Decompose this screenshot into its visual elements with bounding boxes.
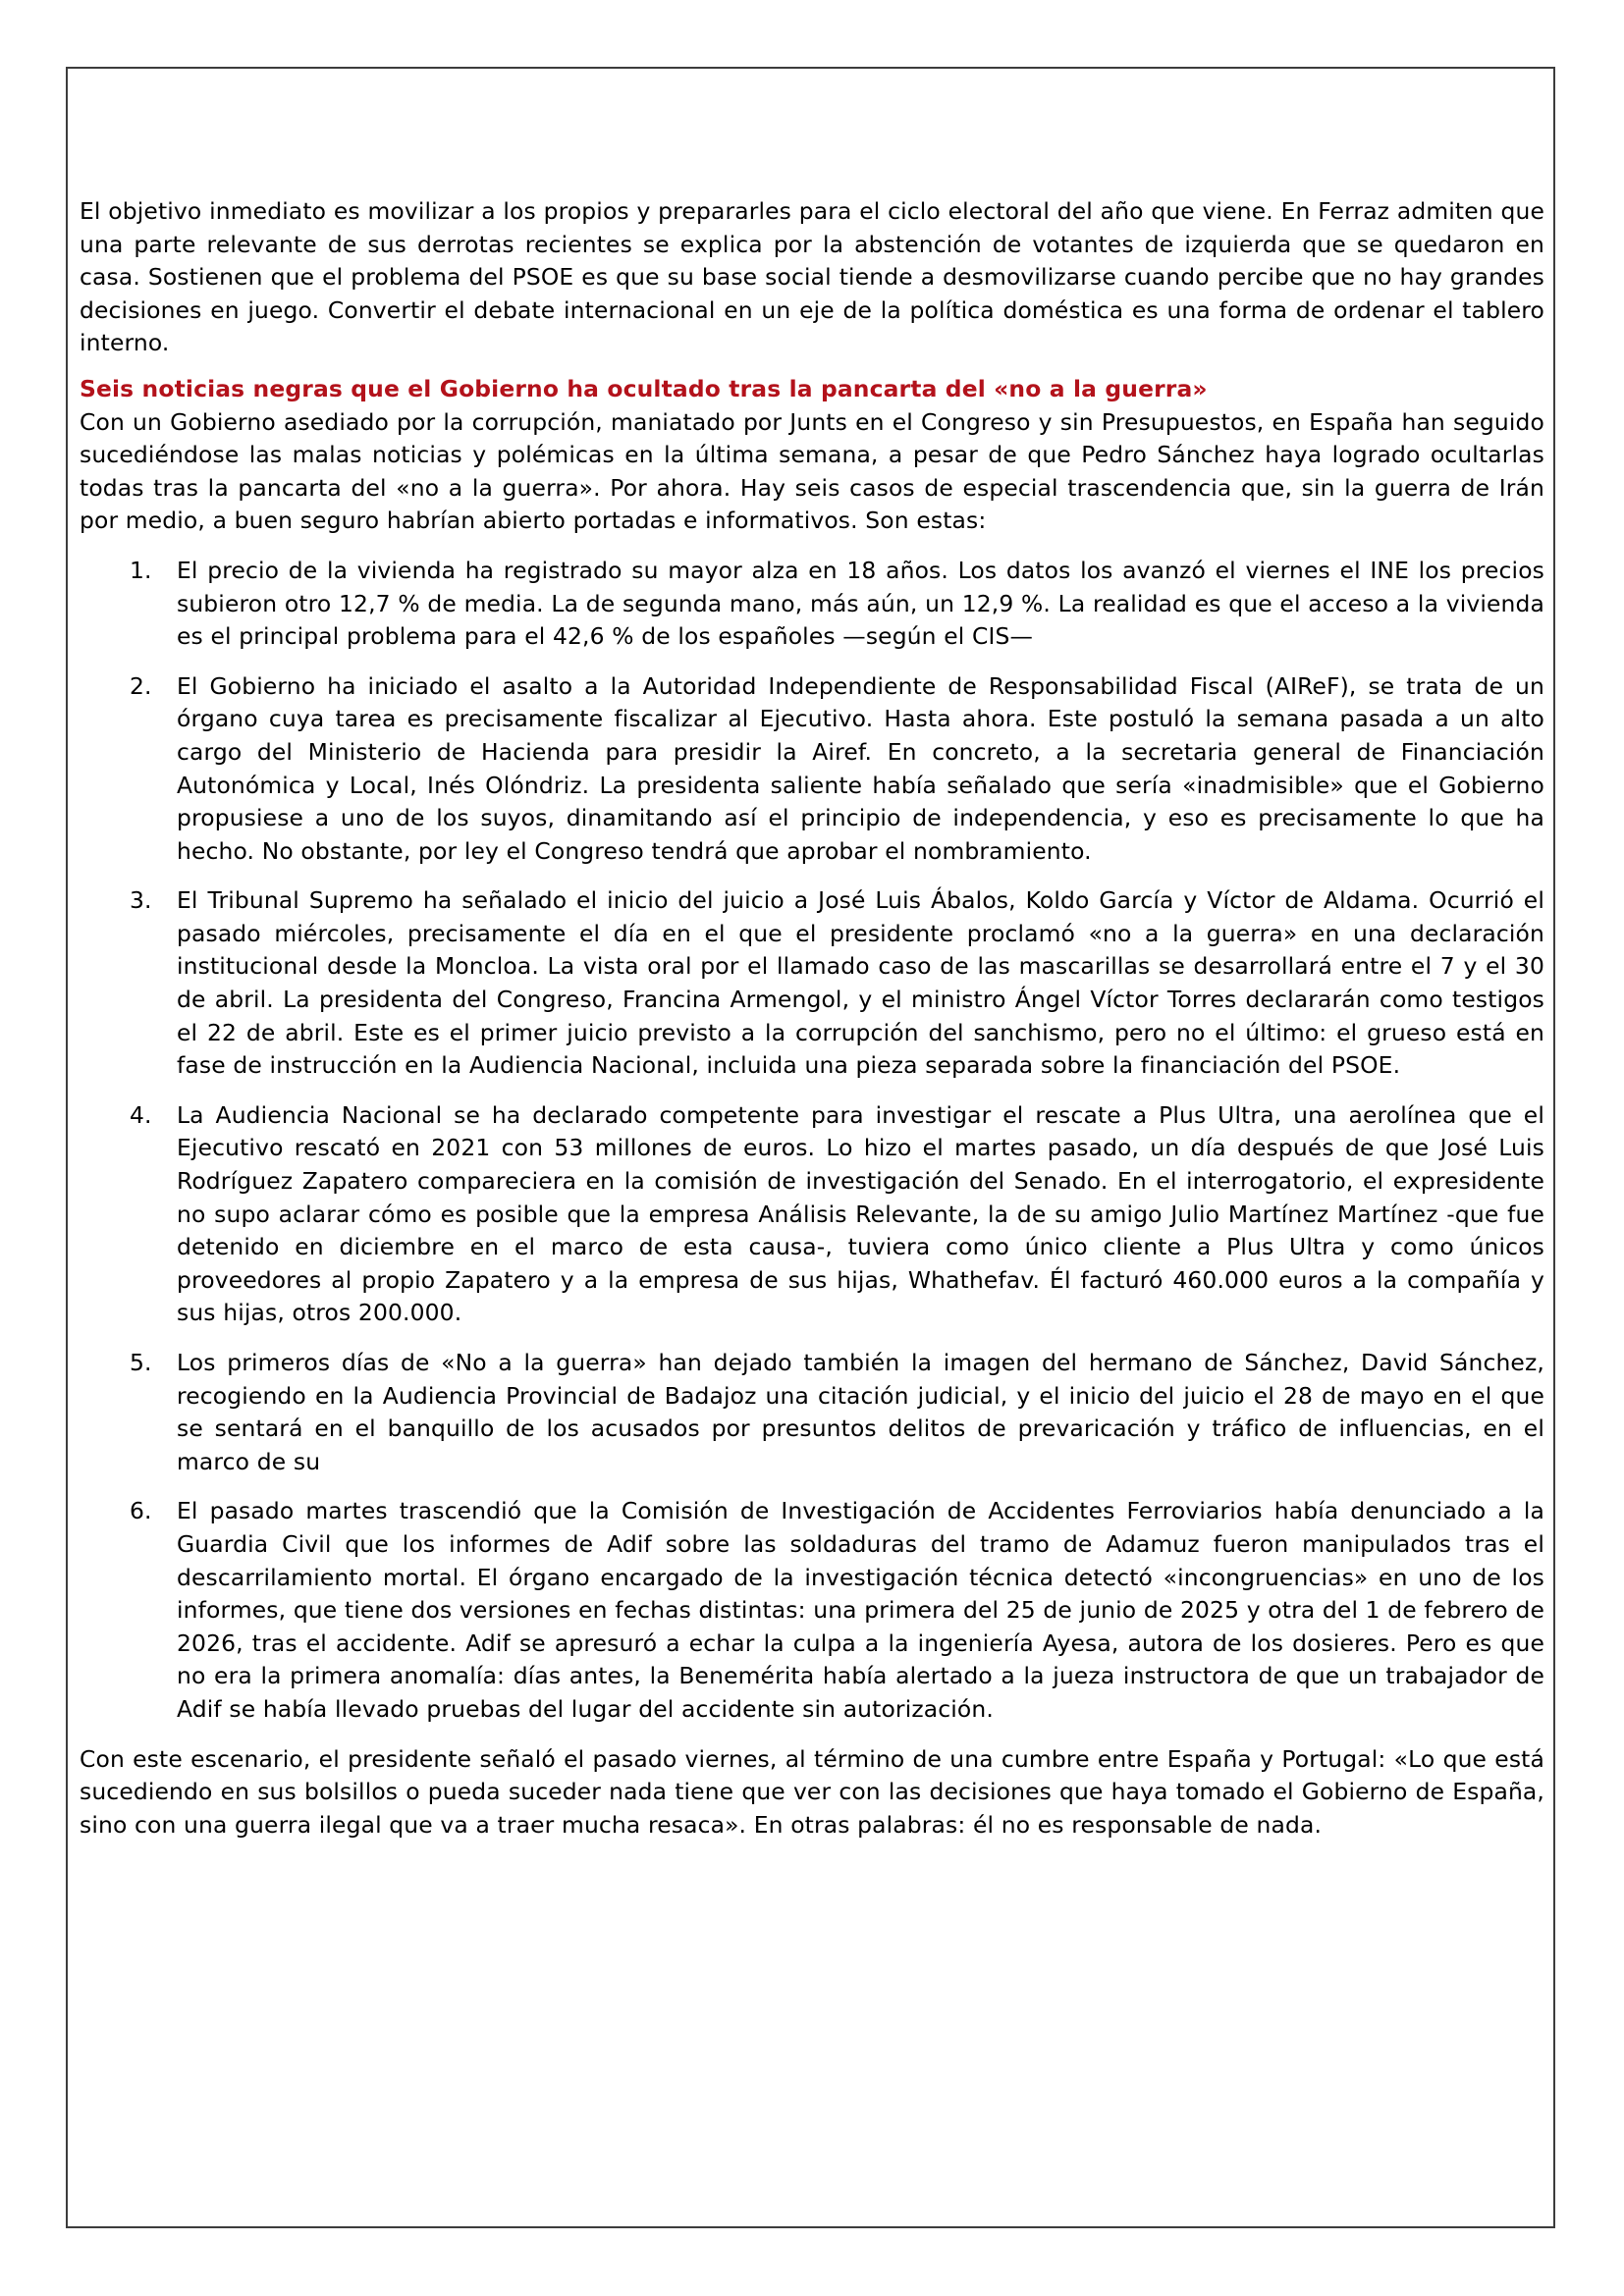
section-heading: Seis noticias negras que el Gobierno ha ocultado tras la pancarta del «no a la guerra» bbox=[80, 374, 1208, 402]
list-item-number: 3. bbox=[130, 886, 152, 915]
list-item bbox=[80, 670, 1544, 869]
list-item-text: El Gobierno ha iniciado el asalto a la Autoridad Independiente de Responsabilidad Fiscal (AIReF), se trata de un órgano cuya tarea es precisamente fiscalizar al Ejecutivo. Hasta ahora. Este postuló la semana pasada a un alto cargo del Ministerio de Hacienda para presidir la Airef. En concreto, a la secretaria general de Financiación Autonómica y Local, Inés Olóndriz. La presidenta saliente había señalado que sería «inadmisible» que el Gobierno propusiese a uno de los suyos, dinamitando así el principio de independencia, y eso es precisamente lo que ha hecho. No obstante, por ley el Congreso tendrá que aprobar el nombramiento. bbox=[177, 671, 1544, 865]
list-item bbox=[80, 1347, 1544, 1478]
list-item-text: El Tribunal Supremo ha señalado el inicio del juicio a José Luis Ábalos, Koldo García y Víctor de Aldama. Ocurrió el pasado miércoles, precisamente el día en el que el presidente proclamó «no a la guerra» en una declaración institucional desde la Moncloa. La vista oral por el llamado caso de las mascarillas se desarrollará entre el 7 y el 30 de abril. La presidenta del Congreso, Francina Armengol, y el ministro Ángel Víctor Torres declararán como testigos el 22 de abril. Este es el primer juicio previsto a la corrupción del sanchismo, pero no el último: el grueso está en fase de instrucción en la Audiencia Nacional, incluida una pieza separada sobre la financiación del PSOE. bbox=[177, 886, 1544, 1080]
list-item-number: 6. bbox=[130, 1497, 152, 1525]
list-item-number: 2. bbox=[130, 671, 152, 700]
intro-paragraph: El objetivo inmediato es movilizar a los propios y prepararles para el ciclo electoral del año que viene. En Ferraz admiten que una parte relevante de sus derrotas recientes se explica por la abstención de votantes de izquierda que se quedaron en casa. Sostienen que el problema del PSOE es que su base social tiende a desmovilizarse cuando percibe que no hay grandes decisiones en juego. Convertir el debate internacional en un eje de la política doméstica es una forma de ordenar el tablero interno. bbox=[80, 197, 1544, 357]
list-item-number: 4. bbox=[130, 1100, 152, 1129]
closing-paragraph: Con este escenario, el presidente señaló el pasado viernes, al término de una cumbre entre España y Portugal: «Lo que está sucediendo en sus bolsillos o pueda suceder nada tiene que ver con las decisiones que haya tomado el Gobierno de España, sino con una guerra ilegal que va a traer mucha resaca». En otras palabras: él no es responsable de nada. bbox=[80, 1744, 1544, 1839]
list-item-text: La Audiencia Nacional se ha declarado competente para investigar el rescate a Plus Ultra, una aerolínea que el Ejecutivo rescató en 2021 con 53 millones de euros. Lo hizo el martes pasado, un día después de que José Luis Rodríguez Zapatero compareciera en la comisión de investigación del Senado. En el interrogatorio, el expresidente no supo aclarar cómo es posible que la empresa Análisis Relevante, la de su amigo Julio Martínez Martínez -que fue detenido en diciembre en el marco de esta causa-, tuviera como único cliente a Plus Ultra y como únicos proveedores al propio Zapatero y a la empresa de sus hijas, Whathefav. Él facturó 460.000 euros a la compañía y sus hijas, otros 200.000. bbox=[177, 1100, 1544, 1327]
list-item-text: El precio de la vivienda ha registrado su mayor alza en 18 años. Los datos los avanzó el viernes el INE los precios subieron otro 12,7 % de media. La de segunda mano, más aún, un 12,9 %. La realidad es que el acceso a la vivienda es el principal problema para el 42,6 % de los españoles —según el CIS— bbox=[177, 556, 1544, 651]
list-item-text: Los primeros días de «No a la guerra» han dejado también la imagen del hermano de Sánchez, David Sánchez, recogiendo en la Audiencia Provincial de Badajoz una citación judicial, y el inicio del juicio el 28 de mayo en el que se sentará en el banquillo de los acusados por presuntos delitos de prevaricación y tráfico de influencias, en el marco de su bbox=[177, 1349, 1544, 1475]
list-item bbox=[80, 1495, 1544, 1726]
list-item-number: 1. bbox=[130, 556, 152, 584]
list-item-text: El pasado martes trascendió que la Comisión de Investigación de Accidentes Ferroviarios había denunciado a la Guardia Civil que los informes de Adif sobre las soldaduras del tramo de Adamuz fueron manipulados tras el descarrilamiento mortal. El órgano encargado de la investigación técnica detectó «incongruencias» en uno de los informes, que tiene dos versiones en fechas distintas: una primera del 25 de junio de 2025 y otra del 1 de febrero de 2026, tras el accidente. Adif se apresuró a echar la culpa a la ingeniería Ayesa, autora de los dosieres. Pero es que no era la primera anomalía: días antes, la Benemérita había alertado a la jueza instructora de que un trabajador de Adif se había llevado pruebas del lugar del accidente sin autorización. bbox=[177, 1497, 1544, 1723]
list-item bbox=[80, 1099, 1544, 1330]
section-intro-paragraph: Con un Gobierno asediado por la corrupción, maniatado por Junts en el Congreso y sin Presupuestos, en España han seguido sucediéndose las malas noticias y polémicas en la última semana, a pesar de que Pedro Sánchez haya logrado ocultarlas todas tras la pancarta del «no a la guerra». Por ahora. Hay seis casos de especial trascendencia que, sin la guerra de Irán por medio, a buen seguro habrían abierto portadas e informativos. Son estas: bbox=[80, 407, 1544, 535]
article-body bbox=[80, 195, 1544, 1842]
list-item bbox=[80, 555, 1544, 654]
news-list bbox=[80, 555, 1544, 1727]
list-item bbox=[80, 884, 1544, 1083]
list-item-number: 5. bbox=[130, 1349, 152, 1376]
